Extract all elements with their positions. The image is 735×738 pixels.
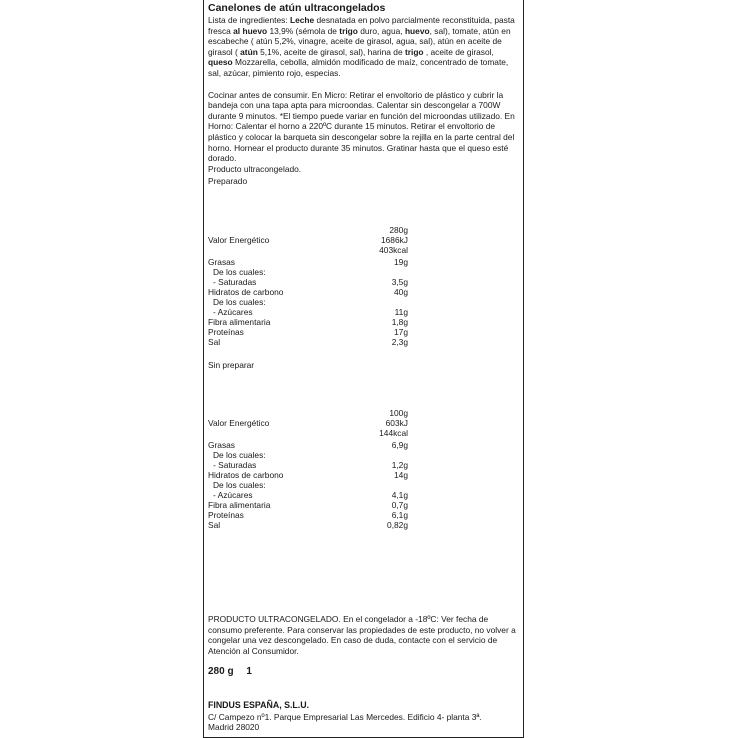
nutrition-row bbox=[208, 267, 408, 277]
nutrient-label: Grasas bbox=[208, 257, 235, 267]
portion-row bbox=[208, 408, 408, 418]
prepared-nutrition-table bbox=[208, 225, 408, 350]
energy-label: Valor Energético bbox=[208, 235, 270, 245]
portion-row bbox=[208, 225, 408, 235]
cooking-instructions: Cocinar antes de consumir. En Micro: Retirar el envoltorio de plástico y cubrir la bandeja con una tapa apta para microondas. Calentar sin descongelar a 700W durante 9 minutos. *El tiempo puede variar en función del microondas utilizado. En Horno: Calentar el horno a 220ºC durante 15 minutos. Retirar el envoltorio de plástico y colocar la barqueta sin descongelar sobre la rejilla en la parte central del horno. Hornear el producto durante 35 minutos. Gratinar hasta que el queso esté dorado. bbox=[208, 89, 515, 164]
allergen-text: trigo bbox=[404, 46, 424, 57]
nutrient-label: Proteínas bbox=[208, 327, 244, 337]
nutrient-label: De los cuales: bbox=[213, 297, 266, 307]
nutrition-row bbox=[208, 520, 408, 530]
nutrient-value: 19g bbox=[394, 257, 408, 267]
energy-kcal: 144kcal bbox=[379, 428, 408, 438]
unprepared-heading: Sin preparar bbox=[208, 360, 255, 370]
nutrient-value: 1,2g bbox=[391, 460, 408, 470]
allergen-text: Leche bbox=[289, 15, 315, 25]
nutrient-value: 14g bbox=[394, 470, 408, 480]
nutrient-value: 40g bbox=[394, 287, 408, 297]
nutrition-row bbox=[208, 450, 408, 460]
ingredient-text: duro, agua, bbox=[357, 25, 405, 36]
nutrition-row bbox=[208, 480, 408, 490]
storage-instructions: PRODUCTO ULTRACONGELADO. En el congelador a -18ºC: Ver fecha de consumo preferente. Para conservar las propiedades de este producto, no volver a congelar una vez descongelado. En caso de duda, contacte con el servicio de Atención al Consumidor. bbox=[208, 614, 516, 656]
ingredient-text: desnatada en polvo parcialmente reconstituida, pasta fresca bbox=[208, 15, 515, 36]
nutrition-row bbox=[208, 337, 408, 347]
nutrition-row bbox=[208, 297, 408, 307]
energy-label: Valor Energético bbox=[208, 418, 270, 428]
nutrient-value: 1,8g bbox=[391, 317, 408, 327]
nutrition-row bbox=[208, 327, 408, 337]
energy-kcal-row bbox=[208, 428, 408, 438]
nutrition-row bbox=[208, 460, 408, 470]
company-name: FINDUS ESPAÑA, S.L.U. bbox=[208, 700, 310, 710]
nutrient-value: 17g bbox=[394, 327, 408, 337]
ingredient-text: 5,1%, aceite de girasol, sal), harina de bbox=[257, 46, 405, 57]
nutrient-label: Hidratos de carbono bbox=[208, 287, 284, 297]
portion-size: 280g bbox=[389, 225, 408, 235]
energy-row bbox=[208, 418, 408, 428]
nutrient-label: Sal bbox=[208, 520, 221, 530]
product-title: Canelones de atún ultracongelados bbox=[208, 2, 386, 14]
energy-kcal: 403kcal bbox=[379, 245, 408, 255]
nutrient-label: Grasas bbox=[208, 440, 235, 450]
ingredient-text: , sal), tomate, atún en escabeche ( atún 5,2%, vinagre, aceite de girasol, agua, sal), atún en aceite de girasol ( bbox=[208, 25, 511, 57]
allergen-text: huevo bbox=[404, 25, 430, 36]
nutrient-value: 0,82g bbox=[387, 520, 408, 530]
nutrient-label: - Saturadas bbox=[213, 277, 257, 287]
energy-kj: 1686kJ bbox=[380, 235, 408, 245]
nutrient-value: 4,1g bbox=[391, 490, 408, 500]
nutrition-row bbox=[208, 257, 408, 267]
nutrient-label: Proteínas bbox=[208, 510, 244, 520]
nutrient-value: 3,5g bbox=[391, 277, 408, 287]
ingredients-intro: Lista de ingredientes: bbox=[208, 15, 290, 25]
nutrition-row bbox=[208, 287, 408, 297]
nutrient-label: De los cuales: bbox=[213, 267, 266, 277]
unprepared-nutrition-table bbox=[208, 408, 408, 533]
label-content bbox=[208, 2, 520, 174]
nutrition-row bbox=[208, 440, 408, 450]
allergen-text: queso bbox=[208, 57, 233, 68]
nutrient-label: Fibra alimentaria bbox=[208, 500, 271, 510]
quantity-value: 280 g bbox=[208, 666, 234, 677]
energy-kcal-row bbox=[208, 245, 408, 255]
nutrient-label: De los cuales: bbox=[213, 480, 266, 490]
nutrition-row bbox=[208, 510, 408, 520]
nutrient-value: 11g bbox=[394, 307, 408, 317]
ingredient-text: Mozzarella, cebolla, almidón modificado de maíz, concentrado de tomate, sal, azúcar, pimiento rojo, especias. bbox=[208, 57, 509, 78]
nutrient-label: Hidratos de carbono bbox=[208, 470, 284, 480]
portion-size: 100g bbox=[389, 408, 408, 418]
nutrient-label: De los cuales: bbox=[213, 450, 266, 460]
energy-kj: 603kJ bbox=[385, 418, 408, 428]
nutrition-row bbox=[208, 490, 408, 500]
nutrient-label: Sal bbox=[208, 337, 221, 347]
units-value: 1 bbox=[246, 666, 252, 677]
nutrition-row bbox=[208, 500, 408, 510]
prepared-heading: Preparado bbox=[208, 176, 248, 186]
nutrient-label: - Azúcares bbox=[213, 490, 253, 500]
ingredient-text: 13,9% (sémola de bbox=[267, 25, 340, 36]
product-type: Producto ultracongelado. bbox=[208, 163, 302, 174]
nutrition-row bbox=[208, 277, 408, 287]
nutrient-value: 6,9g bbox=[391, 440, 408, 450]
nutrition-row bbox=[208, 317, 408, 327]
ingredients-text bbox=[208, 15, 520, 79]
nutrient-value: 6,1g bbox=[391, 510, 408, 520]
nutrition-row bbox=[208, 470, 408, 480]
net-quantity bbox=[208, 666, 520, 677]
allergen-text: al huevo bbox=[233, 25, 268, 36]
nutrient-value: 2,3g bbox=[391, 337, 408, 347]
nutrient-label: Fibra alimentaria bbox=[208, 317, 271, 327]
nutrition-row bbox=[208, 307, 408, 317]
allergen-text: atún bbox=[240, 46, 258, 57]
company-address-line2: Madrid 28020 bbox=[208, 722, 260, 732]
nutrient-label: - Saturadas bbox=[213, 460, 257, 470]
company-address-line1: C/ Campezo nº1. Parque Empresarial Las Mercedes. Edificio 4- planta 3ª. bbox=[208, 712, 482, 722]
energy-row bbox=[208, 235, 408, 245]
nutrient-value: 0,7g bbox=[391, 500, 408, 510]
nutrient-label: - Azúcares bbox=[213, 307, 253, 317]
allergen-text: trigo bbox=[339, 25, 358, 36]
ingredient-text: , aceite de girasol, bbox=[423, 46, 494, 57]
